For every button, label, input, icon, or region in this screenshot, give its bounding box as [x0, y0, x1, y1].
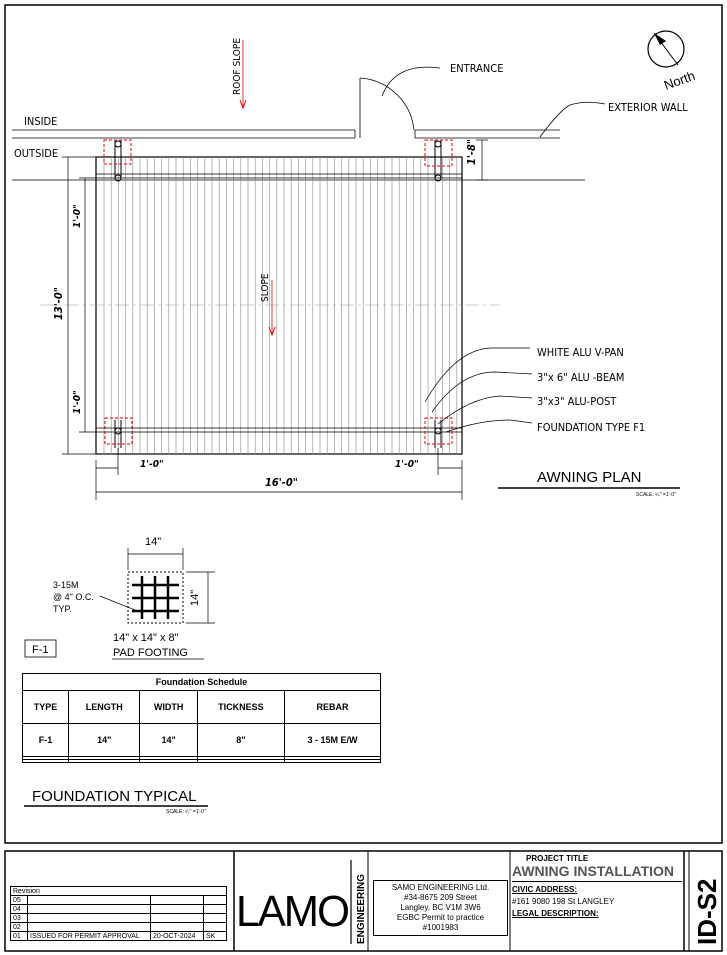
footing-dim-top: 14"	[145, 536, 162, 548]
company-address: SAMO ENGINEERING Ltd. #34-8675 209 Street Langley, BC V1M 3W6 EGBC Permit to practice #1001983	[373, 880, 508, 936]
height-dimension: 13'-0"	[52, 287, 65, 320]
post-markers	[104, 140, 452, 448]
rebar-note-3: TYP.	[53, 604, 72, 614]
bottom-left-dimension: 1'-0"	[140, 459, 164, 470]
awning-plan-scale: SCALE: ¹⁄₄" =1'-0"	[636, 492, 676, 498]
entrance-label: ENTRANCE	[450, 62, 504, 75]
schedule-header-type: TYPE	[23, 691, 69, 724]
callout-vpan: WHITE ALU V-PAN	[537, 346, 624, 359]
footing-size: 14" x 14" x 8"	[113, 632, 179, 644]
foundation-typical-scale: SCALE: ¹⁄₂" =1'-0"	[166, 809, 206, 815]
table-row: F-1 14" 14" 8" 3 - 15M E/W	[23, 724, 381, 757]
rebar-note-2: @ 4" O.C.	[53, 592, 94, 602]
outside-label: OUTSIDE	[14, 147, 59, 160]
schedule-header-width: WIDTH	[140, 691, 197, 724]
legal-description-label: LEGAL DESCRIPTION:	[512, 909, 599, 918]
callout-beam: 3"x 6" ALU -BEAM	[537, 371, 625, 384]
awning-outline	[40, 157, 500, 454]
table-row: 04	[11, 905, 227, 914]
foundation-schedule-table	[22, 673, 381, 763]
schedule-header-thickness: TICKNESS	[197, 691, 284, 724]
schedule-header-rebar: REBAR	[285, 691, 381, 724]
pad-footing-detail	[100, 548, 215, 623]
revision-table	[10, 886, 227, 941]
callout-post: 3"x3" ALU-POST	[537, 395, 617, 408]
exterior-wall-leader	[540, 102, 605, 137]
table-row: 01 ISSUED FOR PERMIT APPROVAL 20-OCT-2024 SK	[11, 932, 227, 941]
north-arrow	[648, 31, 697, 93]
callout-leaders	[425, 348, 532, 432]
table-row: 02	[11, 923, 227, 932]
civic-address-value: #161 9080 198 St LANGLEY	[512, 897, 615, 906]
post-top-left	[104, 140, 131, 181]
schedule-title: Foundation Schedule	[23, 674, 381, 691]
width-dimension: 16'-0"	[265, 476, 298, 489]
table-row: 03	[11, 914, 227, 923]
company-logo	[236, 860, 367, 944]
project-name: AWNING INSTALLATION	[512, 863, 682, 882]
table-row: 05	[11, 896, 227, 905]
dim-bottom	[96, 448, 462, 500]
callout-foundation: FOUNDATION TYPE F1	[537, 421, 646, 434]
sheet-number: ID-S2	[692, 878, 722, 945]
svg-text:ENGINEERING: ENGINEERING	[356, 873, 367, 944]
svg-text:LAMO: LAMO	[236, 887, 349, 936]
inside-label: INSIDE	[24, 115, 58, 128]
roof-slope-label: ROOF SLOPE	[232, 38, 243, 95]
entrance-leader	[382, 67, 440, 96]
project-info	[512, 854, 682, 918]
footing-name: PAD FOOTING	[113, 647, 188, 659]
left-bottom-dimension: 1'-0"	[72, 390, 83, 414]
post-top-right	[425, 140, 452, 181]
civic-address-label: CIVIC ADDRESS:	[512, 885, 578, 894]
left-top-dimension: 1'-0"	[72, 204, 83, 228]
footing-dim-right: 14"	[189, 589, 201, 606]
awning-plan-title: AWNING PLAN	[537, 469, 642, 486]
post-bottom-right	[425, 418, 452, 448]
bottom-right-dimension: 1'-0"	[395, 459, 419, 470]
exterior-wall-label: EXTERIOR WALL	[608, 101, 688, 114]
project-title-label: PROJECT TITLE	[526, 854, 589, 863]
foundation-typical-title: FOUNDATION TYPICAL	[32, 788, 197, 805]
schedule-header-length: LENGTH	[69, 691, 140, 724]
table-row	[23, 760, 381, 763]
revision-label: Revision	[11, 887, 227, 896]
slope-label: SLOPE	[260, 273, 271, 302]
footing-tag: F-1	[32, 644, 49, 656]
overhang-dimension: 1'-8"	[465, 138, 478, 165]
rebar-note-1: 3-15M	[53, 580, 79, 590]
north-label: North	[661, 67, 697, 93]
v-pan-ribs	[104, 157, 457, 454]
